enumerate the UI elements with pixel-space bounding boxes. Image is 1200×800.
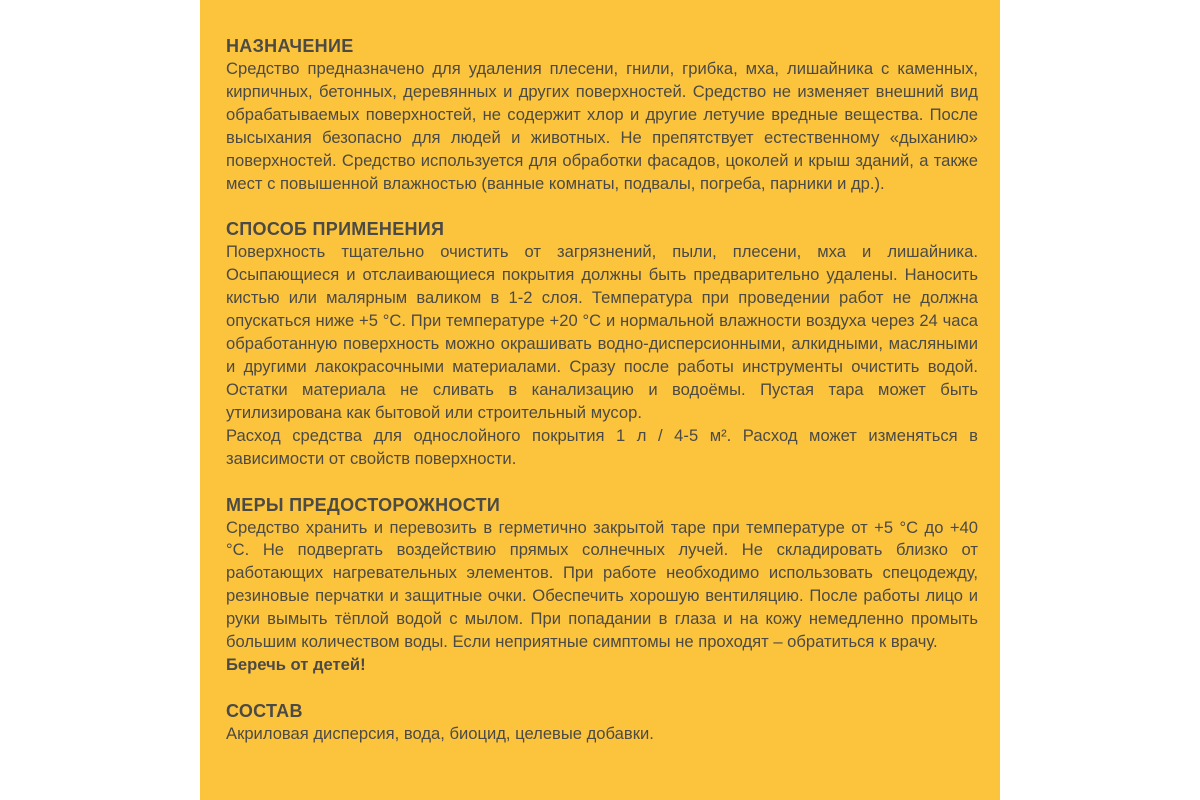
section-text — [226, 58, 978, 195]
section-heading: НАЗНАЧЕНИЕ — [226, 36, 354, 56]
section-heading: СПОСОБ ПРИМЕНЕНИЯ — [226, 219, 445, 240]
section-precautions — [226, 493, 978, 677]
section-text — [226, 723, 978, 746]
label-panel — [200, 0, 1000, 800]
section-text — [226, 241, 978, 470]
section-application — [226, 217, 978, 470]
paragraph: Расход средства для однослойного покрытия 1 л / 4-5 м². Расход может изменяться в зависимости от свойств поверхности. — [226, 425, 978, 468]
section-heading: СОСТАВ — [226, 700, 303, 721]
section-composition — [226, 699, 978, 746]
paragraph: Акриловая дисперсия, вода, биоцид, целевые добавки. — [226, 723, 654, 743]
paragraph: Средство хранить и перевозить в герметично закрытой таре при температуре от +5 °С до +40 °С. Не подвергать воздействию прямых солнечных лучей. Не складировать близко от работающих нагревательных элементов. При работе необходимо использовать спецодежду, резиновые перчатки и защитные очки. Обеспечить хорошую вентиляцию. После работы лицо и руки вымыть тёплой водой с мылом. При попадании в глаза и на кожу немедленно промыть большим количеством воды. Если неприятные симптомы не проходят – обратиться к врачу. — [226, 517, 978, 652]
section-purpose — [226, 34, 978, 195]
paragraph: Средство предназначено для удаления плесени, гнили, грибка, мха, лишайника с каменных, кирпичных, бетонных, деревянных и других поверхностей. Средство не изменяет внешний вид обрабатываемых поверхностей, не содержит хлор и другие летучие вредные вещества. После высыхания безопасно для людей и животных. Не препятствует естественному «дыханию» поверхностей. Средство используется для обработки фасадов, цоколей и крыш зданий, а также мест с повышенной влажностью (ванные комнаты, подвалы, погреба, парники и др.). — [226, 59, 978, 193]
section-heading: МЕРЫ ПРЕДОСТОРОЖНОСТИ — [226, 494, 501, 515]
paragraph: Поверхность тщательно очистить от загрязнений, пыли, плесени, мха и лишайника. Осыпающиеся и отслаивающиеся покрытия должны быть предварительно удалены. Наносить кистью или малярным валиком в 1-2 слоя. Температура при проведении работ не должна опускаться ниже +5 °С. При температуре +20 °С и нормальной влажности воздуха через 24 часа обработанную поверхность можно окрашивать водно-дисперсионными, алкидными, масляными и другими лакокрасочными материалами. Сразу после работы инструменты очистить водой. Остатки материала не сливать в канализацию и водоёмы. Пустая тара может быть утилизирована как бытовой или строительный мусор. — [226, 242, 978, 422]
child-warning: Беречь от детей! — [226, 654, 366, 674]
section-text — [226, 517, 978, 677]
